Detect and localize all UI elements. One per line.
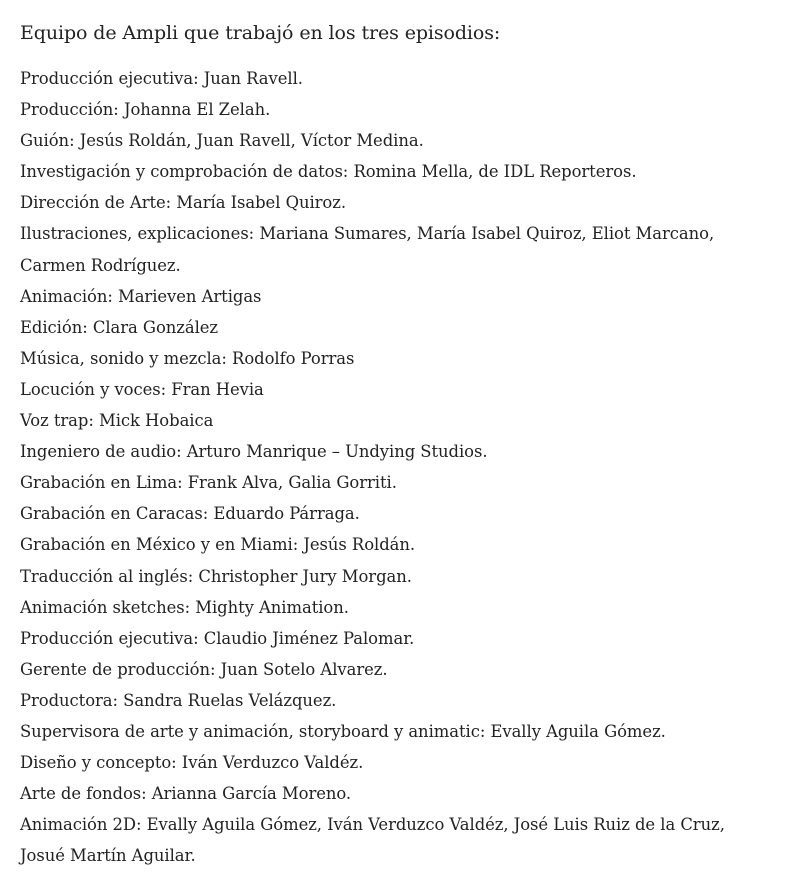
- credit-line: Locución y voces: Fran Hevia: [20, 379, 264, 399]
- credit-line: Productora: Sandra Ruelas Velázquez.: [20, 690, 337, 710]
- credit-line: Carmen Rodríguez.: [20, 255, 181, 275]
- credit-line: Dirección de Arte: María Isabel Quiroz.: [20, 193, 346, 213]
- credit-line: Animación sketches: Mighty Animation.: [20, 597, 349, 617]
- credit-line: Grabación en Lima: Frank Alva, Galia Gorriti.: [20, 473, 397, 493]
- credit-line: Producción ejecutiva: Juan Ravell.: [20, 69, 303, 88]
- credit-line: Supervisora de arte y animación, storyboard y animatic: Evally Aguila Gómez.: [20, 721, 666, 741]
- credit-line: Producción ejecutiva: Claudio Jiménez Palomar.: [20, 628, 415, 648]
- credit-line: Producción: Johanna El Zelah.: [20, 100, 271, 120]
- credits-heading: Equipo de Ampli que trabajó en los tres episodios:: [20, 22, 501, 44]
- credit-line: Arte de fondos: Arianna García Moreno.: [20, 784, 352, 804]
- credit-line: Guión: Jesús Roldán, Juan Ravell, Víctor Medina.: [20, 131, 424, 151]
- credit-line: Traducción al inglés: Christopher Jury Morgan.: [20, 566, 412, 586]
- credit-line: Grabación en México y en Miami: Jesús Roldán.: [20, 535, 416, 555]
- credit-line: Gerente de producción: Juan Sotelo Alvarez.: [20, 659, 388, 679]
- credit-line: Diseño y concepto: Iván Verduzco Valdéz.: [20, 753, 364, 773]
- credit-line: Edición: Clara González: [20, 317, 219, 337]
- credit-line: Investigación y comprobación de datos: Romina Mella, de IDL Reporteros.: [20, 162, 637, 182]
- credit-line: Voz trap: Mick Hobaica: [20, 411, 214, 431]
- credit-line: Animación: Marieven Artigas: [20, 286, 262, 306]
- credit-line: Grabación en Caracas: Eduardo Párraga.: [20, 504, 360, 524]
- credit-line: Josué Martín Aguilar.: [20, 846, 196, 866]
- credits-list: [20, 63, 800, 871]
- credit-line: Música, sonido y mezcla: Rodolfo Porras: [20, 348, 355, 368]
- credit-line: Animación 2D: Evally Aguila Gómez, Iván Verduzco Valdéz, José Luis Ruiz de la Cruz,: [20, 815, 725, 835]
- credit-line: Ilustraciones, explicaciones: Mariana Sumares, María Isabel Quiroz, Eliot Marcano,: [20, 224, 715, 244]
- credit-line: Ingeniero de audio: Arturo Manrique – Undying Studios.: [20, 442, 488, 462]
